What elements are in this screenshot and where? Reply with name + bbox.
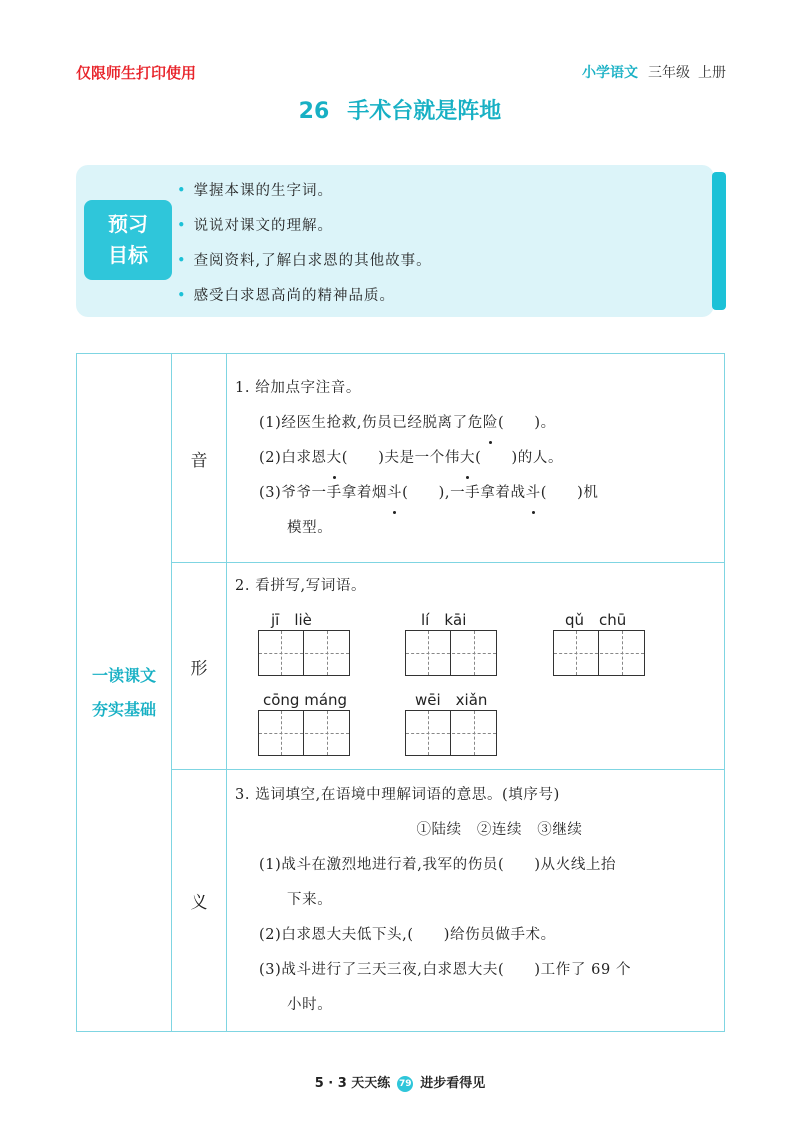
writing-grid[interactable] [553, 630, 645, 676]
section-label-line2: 夯实基础 [91, 699, 156, 719]
goal-item: • 说说对课文的理解。 [177, 215, 432, 250]
sentence-1-3-cont: 模型。 [287, 519, 333, 536]
goals-list [177, 180, 432, 320]
exercise-table [76, 353, 725, 1032]
pinyin-label: cōng máng [263, 691, 348, 709]
sentence-3-1-cont: 下来。 [287, 892, 333, 908]
grade-label: 三年级 [648, 65, 690, 81]
dotted-char: 大 [460, 441, 475, 476]
section-label [77, 354, 172, 1032]
sentence-3-3: (3)战斗进行了三天三夜,白求恩大夫( )工作了 69 个 [259, 962, 632, 978]
subject-label: 小学语文 [582, 65, 638, 81]
dotted-char: 斗 [387, 476, 402, 511]
sound-exercise [227, 354, 725, 563]
footer-brand: 5 · 3 天天练 [314, 1076, 391, 1091]
goals-tag-line2: 目标 [108, 243, 148, 267]
sentence-3-3-cont: 小时。 [287, 997, 333, 1013]
sentence-1-3: (3)爷爷一手拿着烟斗( ),一手拿着战斗( )机 [235, 476, 724, 511]
footer-slogan: 进步看得见 [420, 1076, 486, 1091]
sentence-3-2: (2)白求恩大夫低下头,( )给伤员做手术。 [259, 927, 556, 943]
sentence-1-1: (1)经医生抢救,伤员已经脱离了危险( )。 [235, 406, 724, 441]
pinyin-label: qǔ chū [565, 611, 627, 629]
writing-grid[interactable] [258, 710, 350, 756]
meaning-exercise [227, 770, 725, 1032]
print-notice: 仅限师生打印使用 [76, 64, 197, 82]
preview-goals-tag [84, 200, 172, 280]
sentence-1-2: (2)白求恩大( )夫是一个伟大( )的人。 [235, 441, 724, 476]
writing-grid[interactable] [405, 630, 497, 676]
dotted-char: 大 [327, 441, 342, 476]
goals-tag-line1: 预习 [108, 212, 148, 236]
writing-grid[interactable] [258, 630, 350, 676]
word-options: ①陆续 ②连续 ③继续 [416, 822, 583, 838]
lesson-name: 手术台就是阵地 [347, 99, 502, 124]
pinyin-label: lí kāi [421, 611, 467, 629]
book-info [582, 62, 726, 82]
volume-label: 上册 [698, 65, 726, 81]
section-label-line1: 一读课文 [91, 665, 156, 685]
question-3: 3. 选词填空,在语境中理解词语的意思。(填序号) [235, 787, 560, 803]
writing-grid[interactable] [405, 710, 497, 756]
lesson-number: 26 [298, 99, 330, 124]
page-number: 79 [397, 1076, 413, 1092]
category-shape: 形 [172, 563, 227, 770]
shape-exercise [227, 563, 725, 770]
pinyin-label: wēi xiǎn [415, 691, 488, 709]
goal-item: • 查阅资料,了解白求恩的其他故事。 [177, 250, 432, 285]
question-1: 1. 给加点字注音。 [235, 379, 361, 396]
goal-item: • 掌握本课的生字词。 [177, 180, 432, 215]
page-footer [0, 1072, 800, 1092]
dotted-char: 斗 [526, 476, 541, 511]
lesson-title [0, 94, 800, 125]
goal-item: • 感受白求恩高尚的精神品质。 [177, 285, 432, 320]
pinyin-label: jī liè [271, 611, 312, 629]
category-sound: 音 [172, 354, 227, 563]
goals-panel-edge [712, 172, 726, 310]
sentence-3-1: (1)战斗在激烈地进行着,我军的伤员( )从火线上抬 [259, 857, 617, 873]
dotted-char: 险 [483, 406, 498, 441]
question-2: 2. 看拼写,写词语。 [235, 578, 367, 594]
category-meaning: 义 [172, 770, 227, 1032]
